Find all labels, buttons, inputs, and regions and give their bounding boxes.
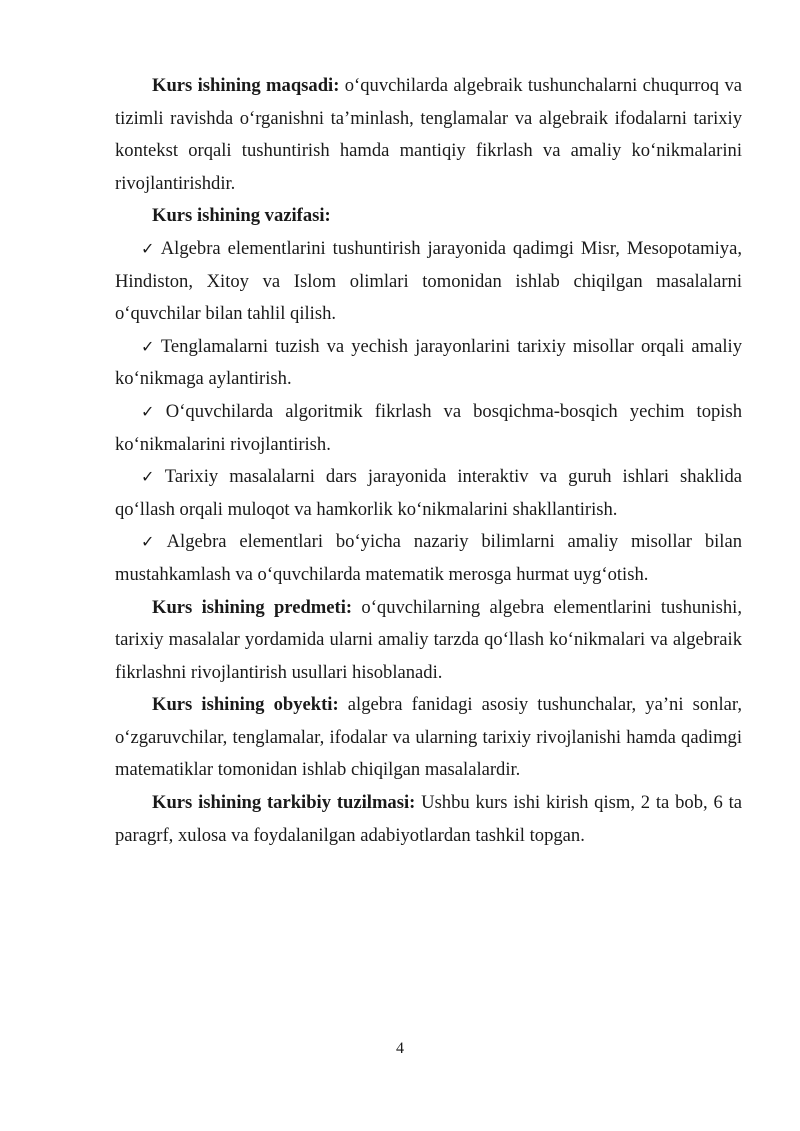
list-item	[115, 331, 742, 396]
text-tuzilma: Ushbu kurs ishi kirish qism, 2 ta bob, 6 ta paragrf, xulosa va foydalanilgan adabiyotlardan tashkil topgan.	[115, 792, 742, 846]
list-item-text: Tenglamalarni tuzish va yechish jarayonlarini tarixiy misollar orqali amaliy ko‘nikmaga aylantirish.	[115, 335, 743, 390]
list-item	[115, 526, 742, 591]
list-item-text: Tarixiy masalalarni dars jarayonida interaktiv va guruh ishlari shaklida qo‘llash orqali muloqot va hamkorlik ko‘nikmalarini shakllantirish.	[115, 466, 742, 520]
list-item	[115, 396, 742, 461]
heading-vazifa: Kurs ishining vazifasi:	[152, 205, 331, 227]
list-item-text: Algebra elementlarini tushuntirish jarayonida qadimgi Misr, Mesopotamiya, Hindiston, Xitoy va Islom olimlari tomonidan ishlab chiqilgan masalalarni o‘quvchilar bilan tahlil qilish.	[115, 237, 743, 325]
list-item	[115, 233, 742, 331]
checkmark-icon: ✓	[141, 532, 163, 552]
page-content	[115, 70, 742, 852]
heading-maqsad: Kurs ishining maqsadi:	[152, 75, 340, 96]
paragraph-predmet	[115, 592, 742, 690]
text-obyekt: algebra fanidagi asosiy tushunchalar, ya’ni sonlar, o‘zgaruvchilar, tenglamalar, ifodalar va ularning tarixiy rivojlanishi hamda qadimgi matematiklar tomonidan ishlab chiqilgan masalalardir.	[115, 694, 742, 781]
list-item	[115, 461, 742, 526]
heading-predmet: Kurs ishining predmeti:	[152, 596, 353, 618]
paragraph-maqsad	[115, 70, 742, 200]
list-item-text: Algebra elementlari bo‘yicha nazariy bilimlarni amaliy misollar bilan mustahkamlash va o‘quvchilarda matematik merosga hurmat uyg‘otish.	[115, 531, 742, 585]
checkmark-icon: ✓	[141, 401, 162, 421]
checkmark-icon: ✓	[141, 336, 157, 356]
heading-tuzilma: Kurs ishining tarkibiy tuzilmasi:	[152, 792, 416, 814]
text-maqsad: o‘quvchilarda algebraik tushunchalarni chuqurroq va tizimli ravishda o‘rganishni ta’minlash, tenglamalar va algebraik ifodalarni tarixiy kontekst orqali tushuntirish hamda mantiqiy fikrlash va amaliy ko‘nikmalarini rivojlantirishdir.	[115, 75, 742, 194]
heading-obyekt: Kurs ishining obyekti:	[152, 694, 339, 716]
text-predmet: o‘quvchilarning algebra elementlarini tushunishi, tarixiy masalalar yordamida ularni amaliy tarzda qo‘llash ko‘nikmalari va algebraik fikrlashni rivojlantirish usullari hisoblanadi.	[115, 596, 742, 683]
paragraph-obyekt	[115, 689, 742, 787]
checkmark-icon: ✓	[141, 238, 157, 258]
checkmark-icon: ✓	[141, 467, 161, 487]
list-item-text: O‘quvchilarda algoritmik fikrlash va bosqichma-bosqich yechim topish ko‘nikmalarini rivojlantirish.	[115, 400, 742, 455]
paragraph-vazifa	[115, 200, 742, 233]
page-number: 4	[396, 1040, 404, 1057]
paragraph-tuzilma	[115, 787, 742, 852]
